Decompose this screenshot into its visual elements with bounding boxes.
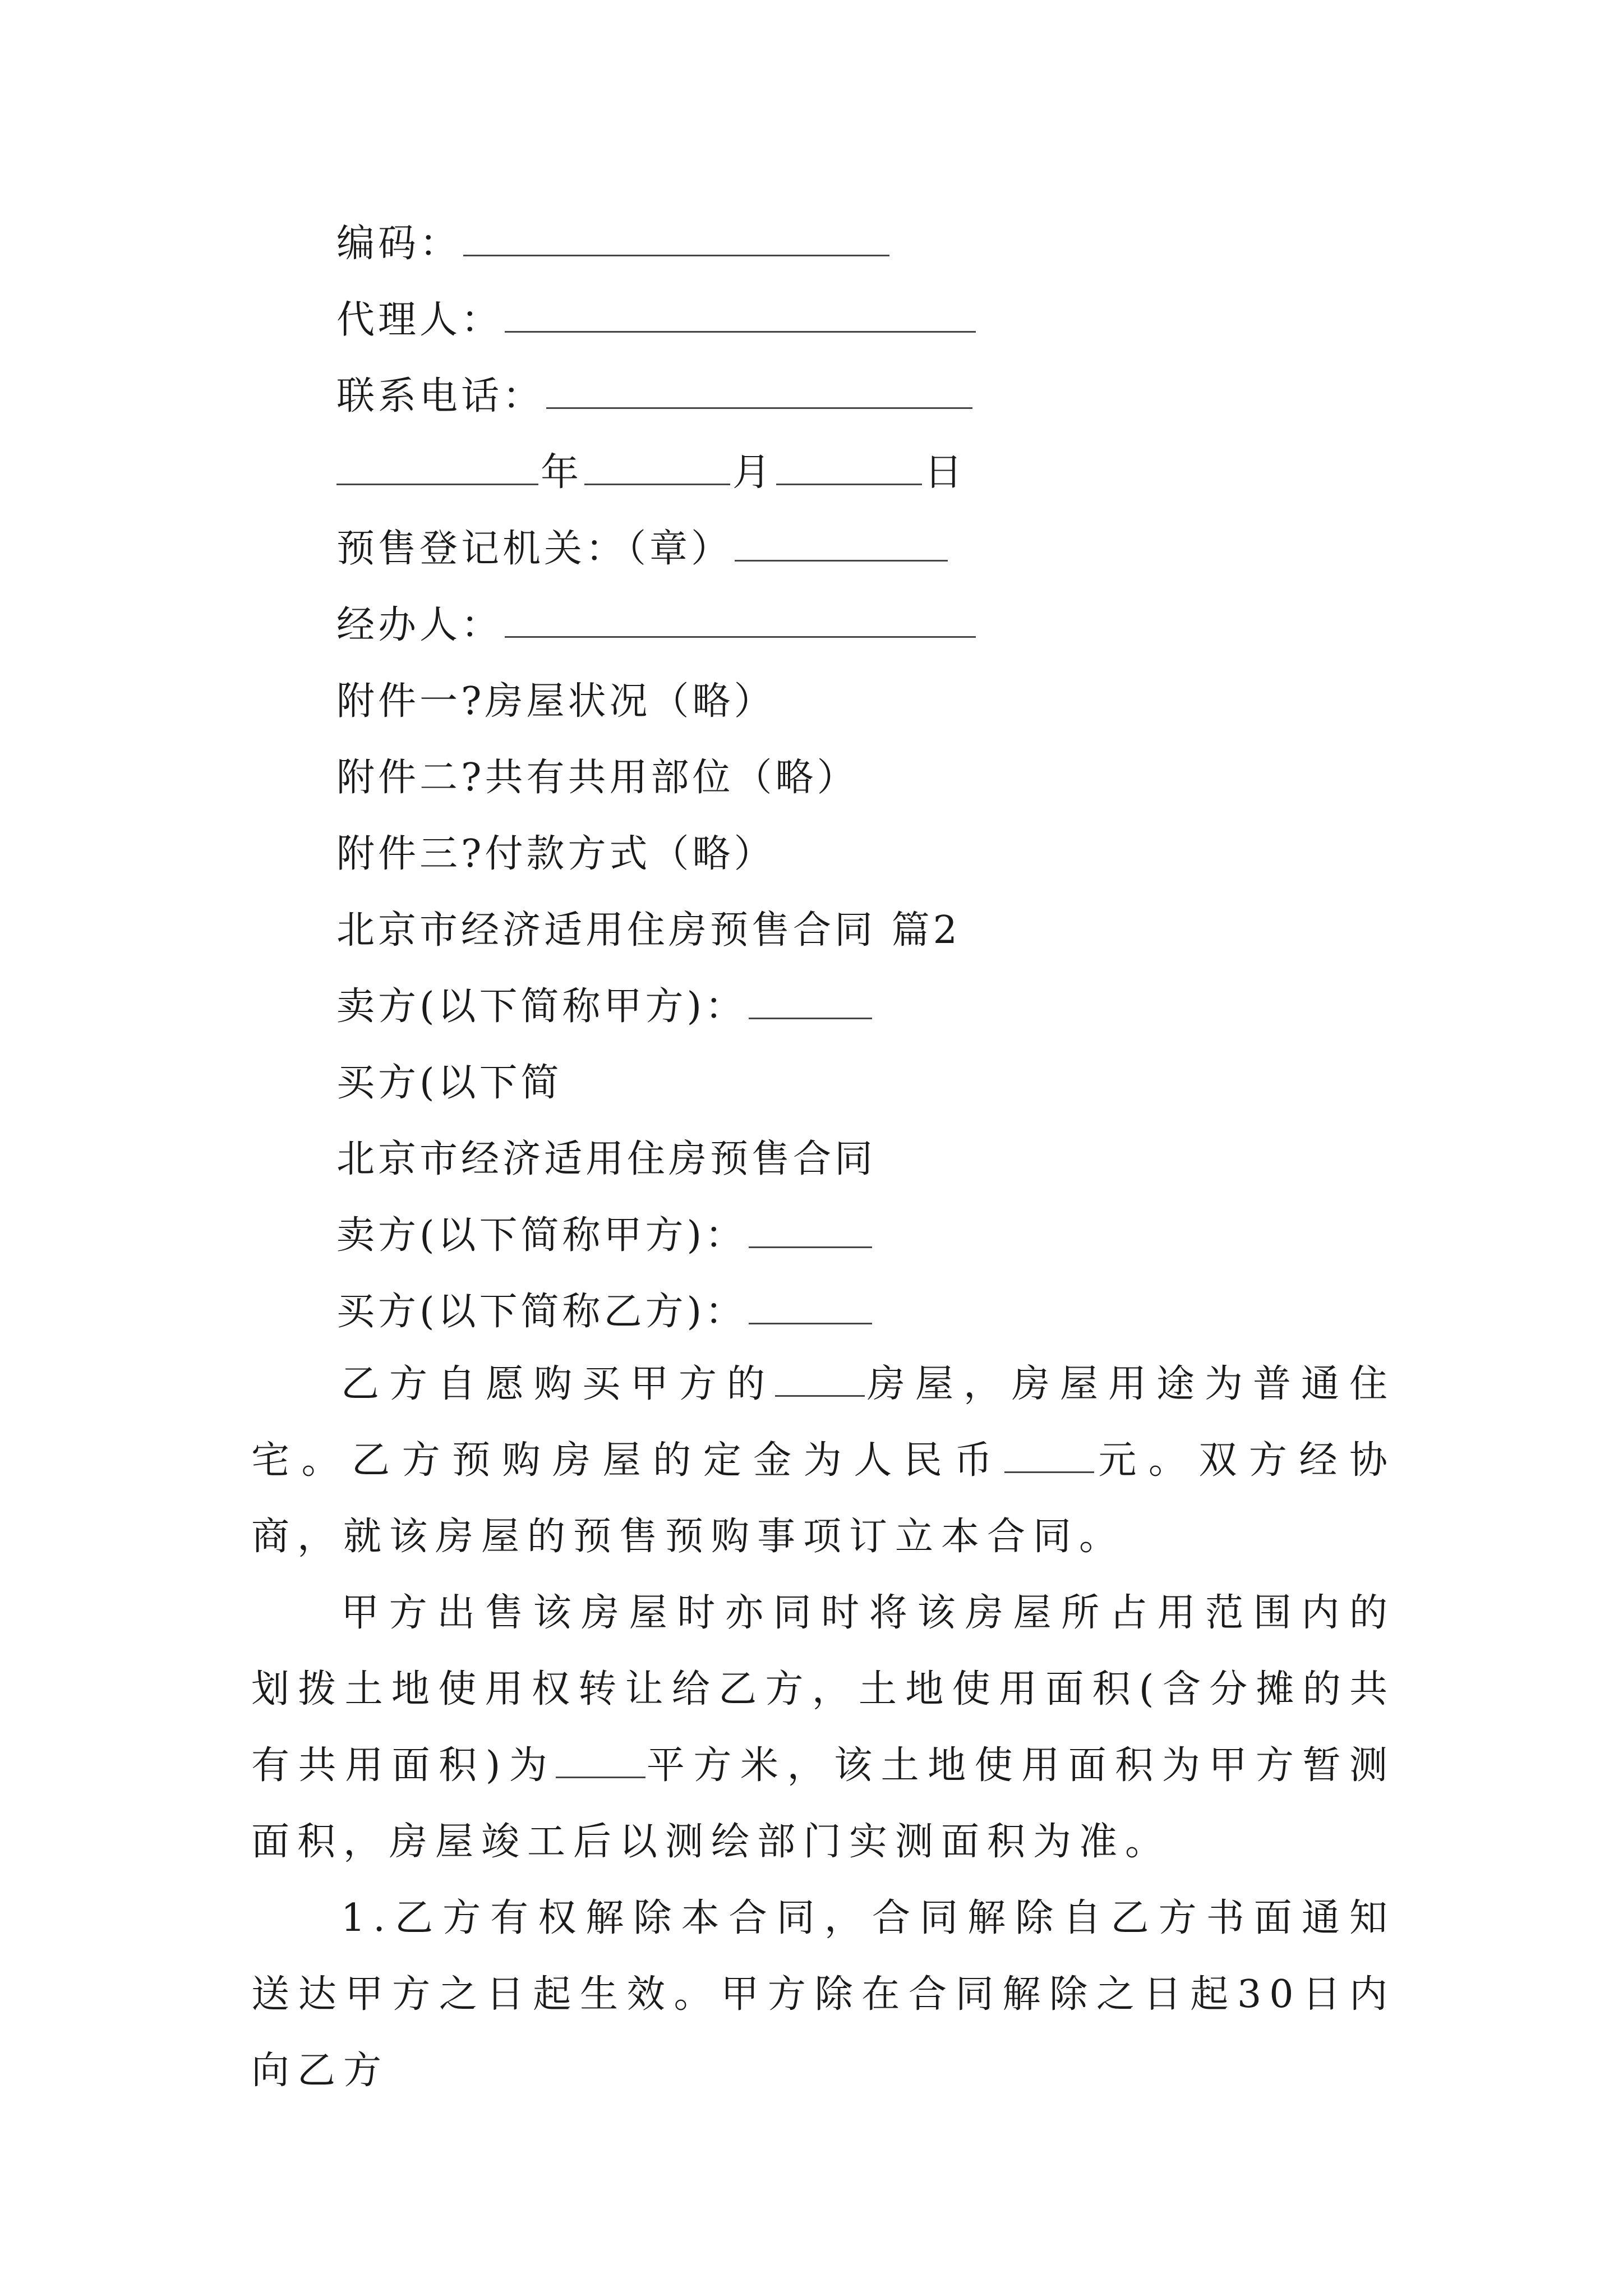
date-line [336,442,966,504]
handler-line [336,595,978,656]
house-blank [775,1364,865,1397]
paragraph-land [251,1575,1395,1880]
code-line [336,213,892,275]
area-blank [556,1745,645,1778]
contract-buyer-label: 买方(以下简称乙方)： [336,1290,747,1334]
registration-office-blank [735,528,948,562]
agent-line [336,289,978,351]
code-label: 编码： [336,222,462,266]
year-label: 年 [541,450,583,495]
attachment-2: 附件二?共有共用部位（略） [336,756,859,800]
paragraph-termination: 1.乙方有权解除本合同，合同解除自乙方书面通知送达甲方之日起生效。甲方除在合同解除之日起30日内向乙方 [251,1896,1395,2093]
handler-blank [505,605,976,638]
attachment-3: 附件三?付款方式（略） [336,832,776,876]
registration-office-line [336,518,950,580]
phone-blank [546,376,972,409]
day-blank [776,452,922,485]
paragraph-purchase-part-a: 乙方自愿购买甲方的 [341,1362,775,1406]
section-2-heading: 北京市经济适用住房预售合同 篇2 [336,908,961,953]
agent-label: 代理人： [336,298,503,342]
attachment-1: 附件一?房屋状况（略） [336,679,776,724]
paragraph-purchase-part-b: 房屋，房屋用途为普通住宅。乙方预购房屋的定金为人民币 [251,1362,1395,1483]
section-2-buyer-partial: 买方(以下简 [336,1061,562,1105]
contract-buyer-blank [749,1291,872,1324]
year-blank [336,452,538,485]
contract-seller-label: 卖方(以下简称甲方)： [336,1213,747,1258]
registration-office-label: 预售登记机关：（章） [336,527,733,571]
contract-title: 北京市经济适用住房预售合同 [336,1137,877,1181]
contract-seller-blank [749,1215,872,1248]
phone-line [336,366,975,427]
section-2-seller-line [336,976,874,1038]
deposit-blank [1004,1440,1094,1473]
month-label: 月 [732,450,774,495]
section-2-seller-label: 卖方(以下简称甲方)： [336,984,747,1029]
day-label: 日 [924,450,966,495]
handler-label: 经办人： [336,603,503,647]
contract-buyer-line [336,1281,874,1343]
paragraph-purchase [251,1346,1395,1575]
phone-label: 联系电话： [336,374,545,418]
section-2-seller-blank [749,986,872,1019]
paragraph-land-part-b: 平方米，该土地使用面积为甲方暂测面积，房屋竣工后以测绘部门实测面积为准。 [251,1743,1395,1864]
month-blank [584,452,730,485]
contract-seller-line [336,1205,874,1267]
code-blank [463,223,889,256]
paragraph-purchase-part-c: 元。双方经协商，就该房屋的预售预购事项订立本合同。 [251,1438,1395,1559]
agent-blank [505,300,976,333]
paragraph-land-part-a: 甲方出售该房屋时亦同时将该房屋所占用范围内的划拨土地使用权转让给乙方，土地使用面积(含分摊的共有共用面积)为 [251,1591,1395,1788]
